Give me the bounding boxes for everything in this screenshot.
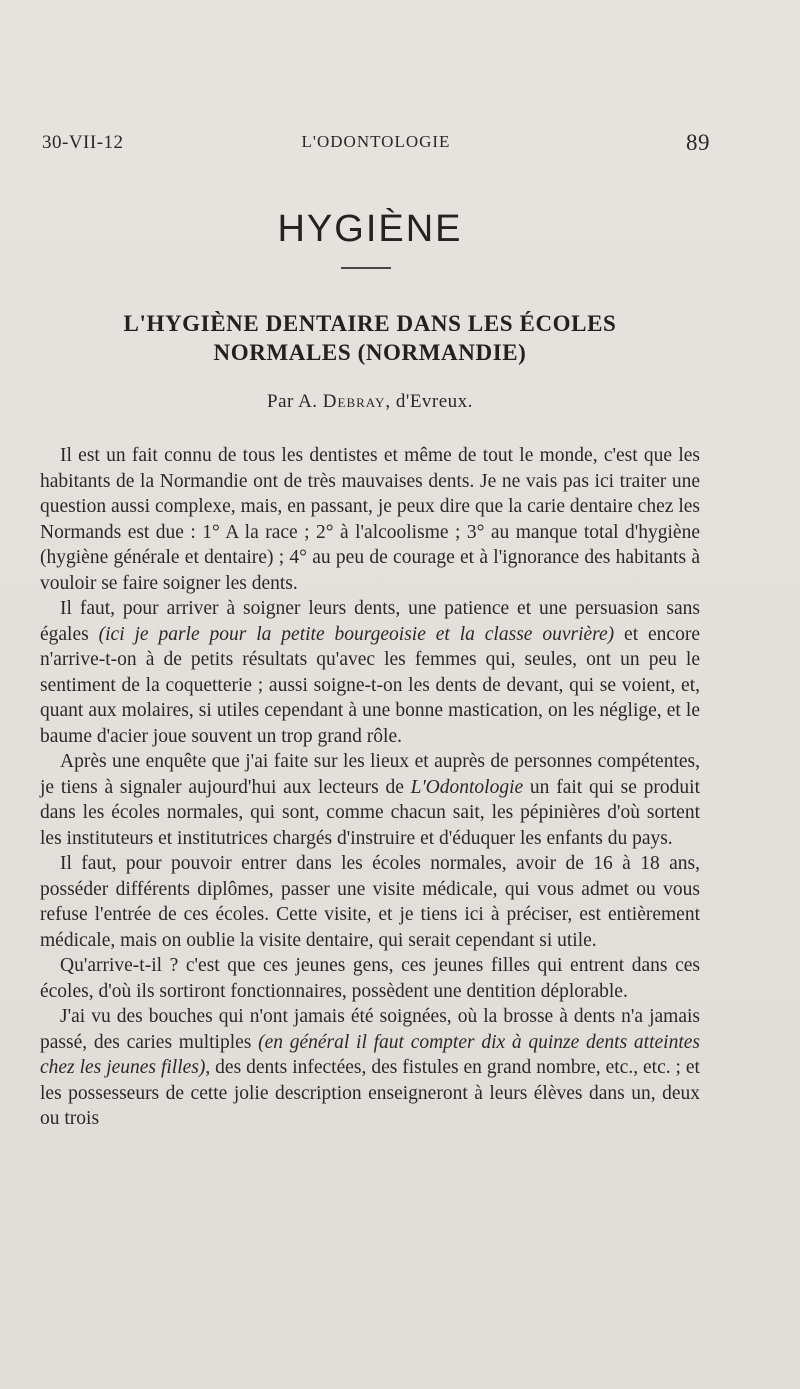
byline-suffix: , d'Evreux.	[385, 391, 473, 412]
article-title	[60, 309, 680, 367]
paragraph-2	[40, 596, 700, 749]
article-title-line-1: L'HYGIÈNE DENTAIRE DANS LES ÉCOLES	[123, 311, 617, 336]
paragraph-6	[40, 1004, 700, 1132]
paragraph-2-text-b: et encore n'arrive-t-on à de petits résultats qu'avec les femmes qui, seules, ont un peu le sentiment de la coquetterie ; aussi soigne-t-on les dents de devant, qui se voient, et, quant aux molaires, si utiles cependant à une bonne mastication, on les néglige, et le baume d'acier joue souvent un trop grand rôle.	[40, 623, 700, 747]
paragraph-5: Qu'arrive-t-il ? c'est que ces jeunes gens, ces jeunes filles qui entrent dans ces écoles, d'où ils sortiront fonctionnaires, possèdent une dentition déplorable.	[40, 955, 700, 1002]
paragraph-3-text-a: Après une enquête que j'ai faite sur les lieux et auprès de personnes compétentes, je tiens à signaler aujourd'hui aux lecteurs de	[40, 751, 700, 798]
article-title-line-2: NORMALES (NORMANDIE)	[213, 340, 527, 365]
byline-prefix: Par A.	[267, 391, 318, 412]
paragraph-6-text-b: , des dents infectées, des fistules en grand nombre, etc., etc. ; et les possesseurs de cette jolie description enseigneront à leurs élèves dans un, deux ou trois	[40, 1057, 700, 1129]
paragraph-1: Il est un fait connu de tous les dentistes et même de tout le monde, c'est que les habitants de la Normandie ont de très mauvaises dents. Je ne vais pas ici traiter une question aussi complexe, mais, en passant, je peux dire que la carie dentaire chez les Normands est due : 1° A la race ; 2° à l'alcoolisme ; 3° au manque total d'hygiène (hygiène générale et dentaire) ; 4° au peu de courage et à l'ignorance des habitants à vouloir se faire soigner les dents.	[40, 445, 700, 594]
issue-date: 30-VII-12	[42, 132, 124, 153]
paragraph-3	[40, 749, 700, 851]
paragraph-3-italic: L'Odontologie	[410, 776, 524, 798]
paragraph-4: Il faut, pour pouvoir entrer dans les écoles normales, avoir de 16 à 18 ans, posséder différents diplômes, passer une visite médicale, qui vous admet ou vous refuse l'entrée de ces écoles. Cette visite, et je tiens ici à préciser, est entièrement médicale, mais on oublie la visite dentaire, qui serait cependant si utile.	[40, 853, 700, 951]
section-title: HYGIÈNE	[277, 208, 463, 250]
paragraph-2-text-a: Il faut, pour arriver à soigner leurs dents, une patience et une persuasion sans égales	[40, 598, 700, 645]
journal-name: L'ODONTOLOGIE	[301, 132, 451, 151]
article-body	[40, 443, 700, 1132]
paragraph-6-text-a: J'ai vu des bouches qui n'ont jamais été soignées, où la brosse à dents n'a jamais passé, des caries multiples	[40, 1006, 700, 1053]
byline-author: Debray	[322, 391, 386, 412]
page-number: 89	[686, 130, 710, 155]
byline	[0, 391, 740, 413]
running-head	[42, 128, 710, 158]
paragraph-3-text-b: un fait qui se produit dans les écoles normales, qui sont, comme chacun sait, les pépinières d'où sortent les instituteurs et institutrices chargés d'instruire et d'éduquer les enfants du pays.	[40, 776, 700, 849]
paragraph-2-italic: (ici je parle pour la petite bourgeoisie et la classe ouvrière)	[98, 623, 615, 645]
paragraph-6-italic: (en général il faut compter dix à quinze dents atteintes chez les jeunes filles)	[40, 1031, 701, 1078]
title-divider	[341, 267, 391, 269]
